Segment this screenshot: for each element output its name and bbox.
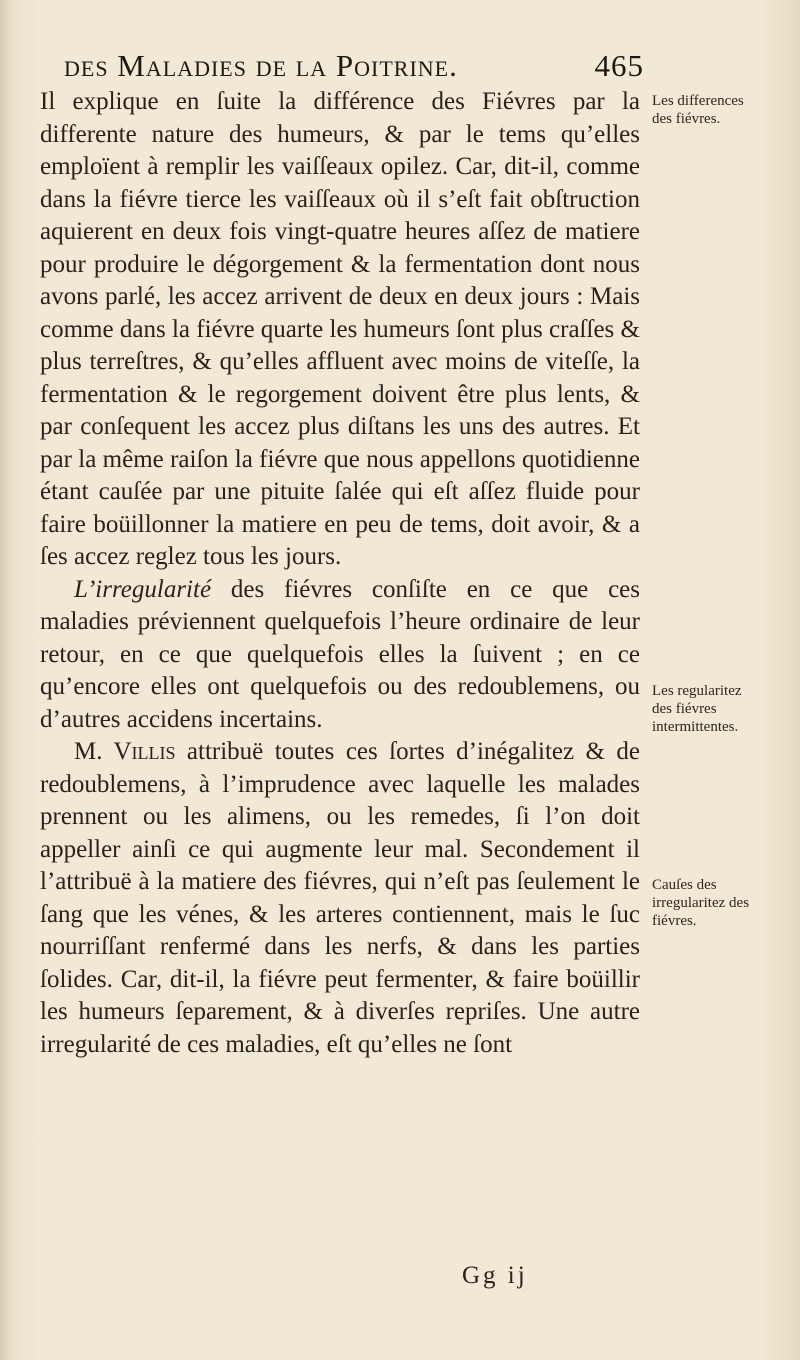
paragraph-causes — [40, 736, 640, 1061]
margin-note-regularities: Les regularitez des fiévres intermittentes. — [652, 683, 742, 735]
paragraph-lead: L’irregularité — [74, 575, 212, 603]
paragraph-text: Il explique en ſuite la différence des Fiévres par la differente nature des humeurs, & par le tems qu’elles emploïent à remplir les vaiſſeaux opilez. Car, dit-il, comme dans la fiévre tierce les vaiſſeaux où il s’eſt fait obſtruction aquierent en deux fois vingt-quatre heures aſſez de matiere pour produire le dégorgement & la fermentation dont nous avons parlé, les accez arrivent de deux en deux jours : Mais comme dans la fiévre quarte les humeurs ſont plus craſſes & plus terreſtres, & qu’elles affluent avec moins de viteſſe, la fermentation & le regorgement doivent être plus lents, & par conſequent les accez plus diſtans les uns des autres. Et par la même raiſon la fiévre que nous appellons quotidienne étant cauſée par une pituite ſalée qui eſt aſſez fluide pour faire boüillonner la matiere en peu de tems, doit avoir, & a ſes accez reglez tous les jours. — [40, 88, 640, 570]
paragraph-text: des fiévres conſiſte en ce que ces maladies préviennent quelquefois l’heure ordinaire de leur retour, en ce que quelquefois elles la ſuivent ; en ce qu’encore elles ont quelquefois ou des redoublemens, ou d’autres accidens incertains. — [40, 575, 640, 733]
running-header — [64, 48, 644, 84]
paragraph-text: attribuë toutes ces ſortes d’inégalitez & de redoublemens, à l’imprudence avec laquelle les malades prennent ou les alimens, ou les remedes, ſi l’on doit appeller ainſi ce qui augmente leur mal. Secondement il l’attribuë à la matiere des fiévres, qui n’eſt pas ſeulement le ſang que les vénes, & les arteres contiennent, mais le ſuc nourriſſant renfermé dans les nerfs, & dans les parties ſolides. Car, dit-il, la fiévre peut fermenter, & faire boüillir les humeurs ſeparement, & à diverſes repriſes. Une autre irregularité de ces maladies, eſt qu’elles ne ſont — [40, 738, 640, 1058]
paragraph-author: M. Villis — [74, 738, 176, 765]
main-text — [40, 86, 640, 1061]
paragraph-irregularity — [40, 574, 640, 737]
paragraph-differences — [40, 86, 640, 574]
running-title: des Maladies de la Poitrine. — [64, 48, 458, 83]
margin-note-differences: Les differences des fiévres. — [652, 93, 744, 127]
page-number: 465 — [594, 48, 644, 83]
signature-mark: Gg ij — [462, 1262, 528, 1289]
margin-note-causes: Cauſes des irregularitez des fiévres. — [652, 877, 750, 929]
